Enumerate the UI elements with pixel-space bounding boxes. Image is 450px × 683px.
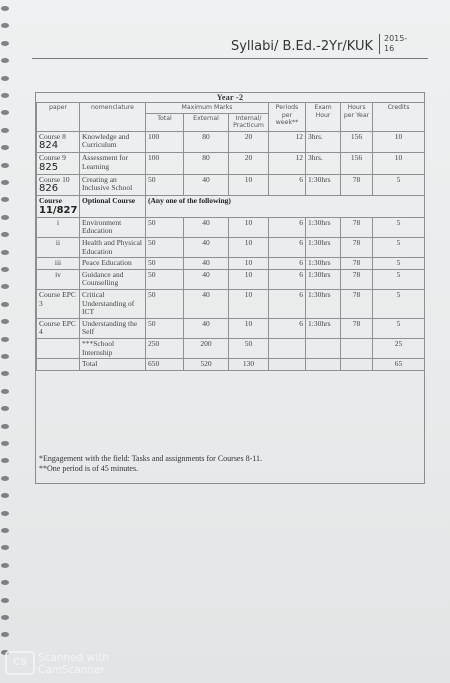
cell-hours: 78	[341, 174, 373, 196]
cell-hours: 78	[341, 269, 373, 289]
col-total: Total	[146, 113, 184, 131]
cell-paper: Course EPC 4	[37, 318, 80, 338]
binder-hole	[1, 389, 9, 394]
cell-name: Environment Education	[80, 217, 146, 237]
cell-periods	[269, 359, 306, 371]
binder-hole	[1, 197, 9, 202]
cell-paper: Course EPC 3	[37, 290, 80, 319]
table-row	[37, 217, 425, 237]
cell-exam	[306, 359, 341, 371]
cell-exam	[306, 339, 341, 359]
binder-hole	[1, 441, 9, 446]
cell-internal: 10	[229, 258, 269, 270]
cell-credits: 10	[373, 153, 425, 175]
cell-internal: 130	[229, 359, 269, 371]
cell-internal: 10	[229, 217, 269, 237]
cell-hours	[341, 359, 373, 371]
col-hours-per-year: Hours per Year	[341, 103, 373, 132]
cell-credits: 5	[373, 217, 425, 237]
cell-name: Knowledge and Curriculum	[80, 131, 146, 153]
cell-internal: 10	[229, 290, 269, 319]
cell-credits: 25	[373, 339, 425, 359]
syllabus-table-box	[35, 92, 425, 484]
cell-exam: 1:30hrs	[306, 258, 341, 270]
binder-hole	[1, 528, 9, 533]
binder-hole	[1, 267, 9, 272]
cell-paper: Course 11/827	[37, 196, 80, 218]
cell-external: 40	[184, 290, 229, 319]
cell-exam: 1:30hrs	[306, 318, 341, 338]
cell-total: 100	[146, 131, 184, 153]
table-row	[37, 153, 425, 175]
cell-external: 40	[184, 318, 229, 338]
cell-exam: 1:30hrs	[306, 290, 341, 319]
binder-hole	[1, 424, 9, 429]
cell-periods: 6	[269, 174, 306, 196]
footnote-engagement: *Engagement with the field: Tasks and assignments for Courses 8-11.	[39, 454, 262, 463]
binder-hole	[1, 337, 9, 342]
table-row	[37, 290, 425, 319]
cell-name: Understanding the Self	[80, 318, 146, 338]
cell-credits: 5	[373, 174, 425, 196]
binder-hole	[1, 371, 9, 376]
cell-paper: iii	[37, 258, 80, 270]
binder-hole	[1, 598, 9, 603]
footnote-period: **One period is of 45 minutes.	[39, 464, 139, 473]
cell-paper	[37, 339, 80, 359]
cell-internal: 10	[229, 238, 269, 258]
table-row	[37, 238, 425, 258]
col-paper: paper	[37, 103, 80, 132]
col-maximum-marks: Maximum Marks	[146, 103, 269, 114]
binder-hole	[1, 110, 9, 115]
cell-exam: 3hrs.	[306, 153, 341, 175]
binder-hole	[1, 632, 9, 637]
handwritten-code: 11/827	[39, 204, 78, 216]
syllabus-table	[36, 102, 425, 371]
optional-note: (Any one of the following)	[146, 196, 425, 218]
cell-periods: 6	[269, 269, 306, 289]
cell-name: Creating an Inclusive School	[80, 174, 146, 196]
binder-hole	[1, 458, 9, 463]
binder-hole	[1, 163, 9, 168]
cell-total: 50	[146, 217, 184, 237]
cell-external: 200	[184, 339, 229, 359]
year-title: Year -2	[216, 93, 244, 102]
cell-exam: 1:30hrs	[306, 174, 341, 196]
cell-name: ***School Internship	[80, 339, 146, 359]
handwritten-code: 825	[39, 161, 59, 173]
table-row	[37, 318, 425, 338]
optional-course-row	[37, 196, 425, 218]
cell-hours: 156	[341, 153, 373, 175]
cell-total: 650	[146, 359, 184, 371]
cell-total: 50	[146, 258, 184, 270]
cell-credits: 5	[373, 269, 425, 289]
footnotes	[35, 452, 423, 482]
cell-external: 40	[184, 258, 229, 270]
binder-hole	[1, 476, 9, 481]
cell-paper: Course 8 824	[37, 131, 80, 153]
binder-hole	[1, 615, 9, 620]
table-row	[37, 269, 425, 289]
table-row	[37, 258, 425, 270]
binder-hole	[1, 493, 9, 498]
col-exam-hour: Exam Hour	[306, 103, 341, 132]
cell-hours	[341, 339, 373, 359]
cell-name: Guidance and Counselling	[80, 269, 146, 289]
cell-exam: 1:30hrs	[306, 238, 341, 258]
cell-internal: 20	[229, 153, 269, 175]
cell-external: 40	[184, 217, 229, 237]
binder-hole	[1, 41, 9, 46]
col-external: External	[184, 113, 229, 131]
cell-hours: 78	[341, 258, 373, 270]
binder-hole	[1, 580, 9, 585]
binder-hole	[1, 23, 9, 28]
cell-total: 50	[146, 174, 184, 196]
cell-paper: iv	[37, 269, 80, 289]
table-row	[37, 131, 425, 153]
col-internal: Internal/ Practicum	[229, 113, 269, 131]
cell-total: 50	[146, 290, 184, 319]
page-header	[231, 34, 410, 54]
cell-credits: 5	[373, 238, 425, 258]
cell-total: 100	[146, 153, 184, 175]
table-row	[37, 174, 425, 196]
binder-hole	[1, 58, 9, 63]
cell-hours: 156	[341, 131, 373, 153]
cell-credits: 10	[373, 131, 425, 153]
cell-hours: 78	[341, 290, 373, 319]
binder-hole	[1, 128, 9, 133]
handwritten-code: 824	[39, 140, 59, 152]
cell-exam: 1:30hrs	[306, 217, 341, 237]
col-periods: Periods per week**	[269, 103, 306, 132]
cell-total: 50	[146, 318, 184, 338]
cell-periods: 6	[269, 258, 306, 270]
binder-hole	[1, 319, 9, 324]
binder-holes	[0, 6, 14, 666]
cell-exam: 3hrs.	[306, 131, 341, 153]
camscanner-logo: CS	[5, 651, 35, 675]
binder-hole	[1, 511, 9, 516]
header-year: 2015- 16	[379, 34, 410, 54]
cell-periods: 12	[269, 131, 306, 153]
binder-hole	[1, 145, 9, 150]
cell-internal: 50	[229, 339, 269, 359]
internship-row	[37, 339, 425, 359]
cell-periods: 6	[269, 318, 306, 338]
cell-total: 250	[146, 339, 184, 359]
binder-hole	[1, 406, 9, 411]
header-title: Syllabi/ B.Ed.-2Yr/KUK	[230, 39, 373, 54]
cell-name: Peace Education	[80, 258, 146, 270]
cell-total: 50	[146, 269, 184, 289]
binder-hole	[1, 563, 9, 568]
header-row-1	[37, 103, 425, 114]
cell-paper	[37, 359, 80, 371]
cell-hours: 78	[341, 217, 373, 237]
cell-internal: 10	[229, 318, 269, 338]
cell-hours: 78	[341, 318, 373, 338]
col-credits: Credits	[373, 103, 425, 132]
cell-external: 80	[184, 153, 229, 175]
cell-paper: Course 10 826	[37, 174, 80, 196]
cell-external: 40	[184, 269, 229, 289]
cell-exam: 1:30hrs	[306, 269, 341, 289]
binder-hole	[1, 354, 9, 359]
col-nomenclature: nomenclature	[80, 103, 146, 132]
binder-hole	[1, 545, 9, 550]
cell-external: 80	[184, 131, 229, 153]
cell-internal: 20	[229, 131, 269, 153]
cell-name: Optional Course	[80, 196, 146, 218]
camscanner-watermark: Scanned with CamScanner	[38, 652, 109, 676]
binder-hole	[1, 215, 9, 220]
cell-name: Health and Physical Education	[80, 238, 146, 258]
binder-hole	[1, 232, 9, 237]
cell-internal: 10	[229, 269, 269, 289]
handwritten-code: 826	[39, 183, 59, 195]
cell-periods: 6	[269, 238, 306, 258]
binder-hole	[1, 302, 9, 307]
binder-hole	[1, 76, 9, 81]
cell-periods: 12	[269, 153, 306, 175]
cell-name: Total	[80, 359, 146, 371]
binder-hole	[1, 284, 9, 289]
binder-hole	[1, 250, 9, 255]
cell-periods: 6	[269, 217, 306, 237]
cell-name: Assessment for Learning	[80, 153, 146, 175]
binder-hole	[1, 6, 9, 11]
cell-credits: 65	[373, 359, 425, 371]
cell-credits: 5	[373, 258, 425, 270]
cell-paper: i	[37, 217, 80, 237]
cell-hours: 78	[341, 238, 373, 258]
cell-external: 40	[184, 238, 229, 258]
cell-name: Critical Understanding of ICT	[80, 290, 146, 319]
header-rule	[32, 58, 428, 59]
cell-credits: 5	[373, 318, 425, 338]
binder-hole	[1, 180, 9, 185]
cell-total: 50	[146, 238, 184, 258]
cell-external: 40	[184, 174, 229, 196]
cell-paper: Course 9 825	[37, 153, 80, 175]
cell-external: 520	[184, 359, 229, 371]
cell-credits: 5	[373, 290, 425, 319]
binder-hole	[1, 93, 9, 98]
total-row	[37, 359, 425, 371]
cell-internal: 10	[229, 174, 269, 196]
cell-periods	[269, 339, 306, 359]
cell-periods: 6	[269, 290, 306, 319]
cell-paper: ii	[37, 238, 80, 258]
